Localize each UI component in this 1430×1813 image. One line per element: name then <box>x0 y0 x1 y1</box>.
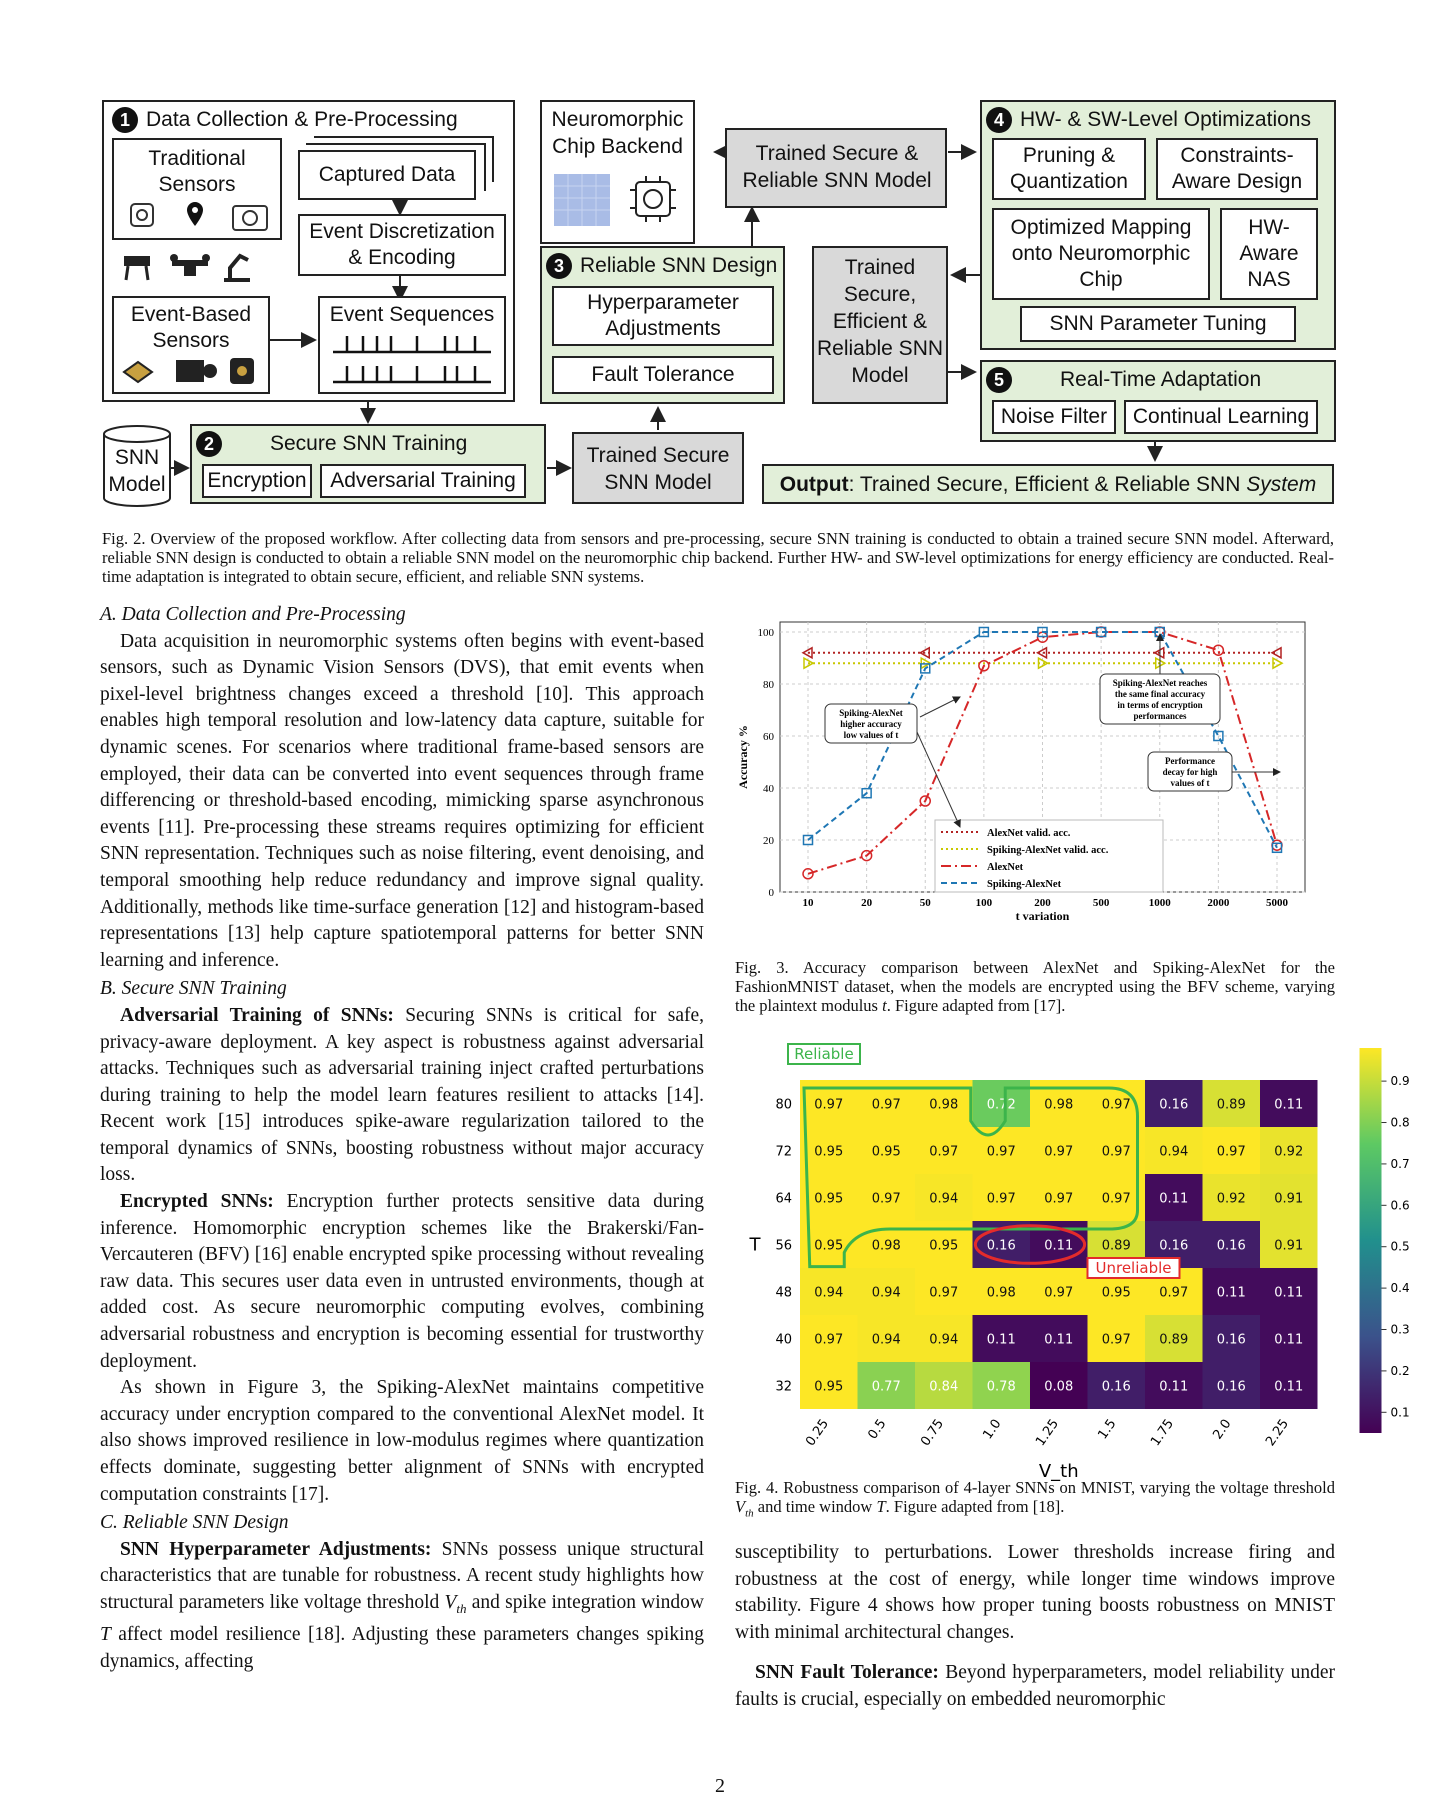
colorbar-tick-label: 0.6 <box>1390 1198 1410 1213</box>
cell-value: 0.97 <box>1101 1191 1131 1207</box>
block3-title: 3 Reliable SNN Design <box>546 252 781 279</box>
y-tick-label: 32 <box>775 1379 792 1395</box>
cell-value: 0.94 <box>929 1332 959 1348</box>
adversarial-training-box: Adversarial Training <box>320 464 526 498</box>
y-tick-label: 48 <box>775 1285 792 1301</box>
cell-value: 0.94 <box>871 1332 901 1348</box>
cell-value: 0.94 <box>871 1285 901 1301</box>
figure-2-caption: Fig. 2. Overview of the proposed workflow. After collecting data from sensors and pre-processing, secure SNN training is conducted to obtain a trained secure SNN model. Afterward, reliable SNN design is conducted to obtain a reliable SNN model on the neuromorphic chip backend. Further HW- and SW-level optimizations for energy efficiency are conducted. Real-time adaptation is integrated to obtain secure, efficient, and reliable SNN systems. <box>102 529 1334 586</box>
snn-model-label: SNN Model <box>108 446 166 496</box>
cell-value: 0.98 <box>986 1285 1016 1301</box>
captured-data-box: Captured Data <box>298 150 476 200</box>
block-reliable-snn-design <box>540 246 785 404</box>
block2-title: 2 Secure SNN Training <box>196 430 544 457</box>
cell-value: 0.97 <box>1101 1097 1131 1113</box>
section-c-paragraph: SNN Hyperparameter Adjustments: SNNs possess unique structural characteristics that are tunable for robustness. A recent study highlights how structural parameters like voltage threshold $V_{th}$ and spike integration window T affect model resilience [18]. Adjusting these parameters changes spiking dynamics, affecting <box>100 1538 705 1673</box>
y-tick-label: 80 <box>763 679 774 691</box>
event-camera-icon <box>116 354 266 388</box>
figure-3-chart <box>735 610 1335 940</box>
trained-secure-model: Trained Secure SNN Model <box>572 432 744 504</box>
colorbar-tick-label: 0.5 <box>1390 1239 1410 1254</box>
x-tick-label: 2000 <box>1207 897 1230 909</box>
trained-secure-reliable-model: Trained Secure & Reliable SNN Model <box>725 128 947 208</box>
cell-value: 0.97 <box>1101 1144 1131 1160</box>
cell-value: 0.91 <box>1274 1238 1304 1254</box>
output-box <box>762 464 1334 504</box>
colorbar-tick-label: 0.7 <box>1390 1156 1410 1171</box>
cell-value: 0.92 <box>1216 1191 1246 1207</box>
cell-value: 0.97 <box>1216 1144 1246 1160</box>
section-a-heading: A. Data Collection and Pre-Processing <box>100 604 406 625</box>
annotation-0 <box>825 704 917 743</box>
cell-value: 0.97 <box>871 1191 901 1207</box>
cell-value: 0.84 <box>929 1379 959 1395</box>
x-tick-label: 1.5 <box>1095 1416 1120 1443</box>
cell-value: 0.16 <box>1216 1238 1246 1254</box>
encryption-box: Encryption <box>202 464 312 498</box>
event-discretization-box: Event Discretization & Encoding <box>298 214 506 276</box>
cell-value: 0.11 <box>1044 1332 1074 1348</box>
right-column <box>735 1540 1335 1714</box>
y-tick-label: 40 <box>775 1332 792 1348</box>
cell-value: 0.95 <box>929 1238 959 1254</box>
legend-label: AlexNet <box>987 862 1024 873</box>
x-tick-label: 100 <box>975 897 993 909</box>
section-b-paragraph-2: Encrypted SNNs: Encryption further protects sensitive data during inference. Homomorphic encryption schemes like the Brakerski/Fan-Vercauteren (BFV) [16] enable encrypted spike processing without revealing raw data. This secures user data even in untrusted environments, though at added cost. As secure neuromorphic computing evolves, combining adversarial robustness and encryption is becoming essential for trustworthy deployment. <box>100 1191 704 1372</box>
annotation-text: Performance <box>1165 756 1215 766</box>
cell-value: 0.98 <box>929 1097 959 1113</box>
y-tick-label: 20 <box>763 835 774 847</box>
y-tick-label: 60 <box>763 731 774 743</box>
x-tick-label: 0.75 <box>918 1416 948 1450</box>
cell-value: 0.97 <box>929 1144 959 1160</box>
tuning-box: SNN Parameter Tuning <box>1020 306 1296 342</box>
cell-value: 0.11 <box>986 1332 1016 1348</box>
block-hw-sw-optimizations <box>980 100 1336 350</box>
traditional-sensors-box: Traditional Sensors <box>112 138 282 240</box>
right-paragraph-1: susceptibility to perturbations. Lower thresholds increase firing and robustness at the cost of energy, while longer time windows improve stability. Figure 4 shows how proper tuning boosts robustness on MNIST with minimal architectural changes. <box>735 1542 1335 1643</box>
section-b-heading: B. Secure SNN Training <box>100 978 287 1000</box>
noise-filter-box: Noise Filter <box>992 400 1116 434</box>
cell-value: 0.98 <box>1044 1097 1074 1113</box>
cell-value: 0.97 <box>986 1144 1016 1160</box>
cell-value: 0.11 <box>1159 1191 1189 1207</box>
cell-value: 0.94 <box>1159 1144 1189 1160</box>
annotation-text: low values of t <box>843 730 899 740</box>
cell-value: 0.77 <box>871 1379 901 1395</box>
cell-value: 0.16 <box>1216 1379 1246 1395</box>
event-sequences-box: Event Sequences <box>318 296 506 394</box>
reliable-label <box>788 1044 860 1064</box>
cell-value: 0.97 <box>986 1191 1016 1207</box>
annotation-text: values of t <box>1170 778 1210 788</box>
left-column <box>100 602 704 1676</box>
legend-label: Spiking-AlexNet <box>987 879 1062 890</box>
annotation-text: decay for high <box>1162 767 1218 777</box>
figure-3-caption: Fig. 3. Accuracy comparison between AlexNet and Spiking-AlexNet for the FashionMNIST dataset, when the models are encrypted using the BFV scheme, varying the plaintext modulus t. Figure adapted from [17]. <box>735 958 1335 1015</box>
mapping-box: Optimized Mapping onto Neuromorphic Chip <box>992 208 1210 300</box>
cell-value: 0.11 <box>1274 1332 1304 1348</box>
cell-value: 0.11 <box>1216 1285 1246 1301</box>
cell-value: 0.16 <box>1159 1238 1189 1254</box>
annotation-text: performances <box>1133 711 1187 721</box>
x-tick-label: 0.5 <box>865 1416 890 1443</box>
y-tick-label: 64 <box>775 1191 792 1207</box>
cell-value: 0.89 <box>1159 1332 1189 1348</box>
colorbar-tick-label: 0.9 <box>1390 1074 1410 1089</box>
nas-box: HW-Aware NAS <box>1220 208 1318 300</box>
fault-tolerance-box: Fault Tolerance <box>552 356 774 394</box>
cell-value: 0.98 <box>871 1238 901 1254</box>
x-tick-label: 1.0 <box>980 1416 1005 1443</box>
annotation-text: Spiking-AlexNet <box>839 708 903 718</box>
cell-value: 0.97 <box>1101 1332 1131 1348</box>
x-tick-label: 1.25 <box>1033 1416 1063 1450</box>
spike-train-icon <box>327 328 497 388</box>
block-secure-snn-training <box>190 424 546 504</box>
colorbar <box>1360 1048 1382 1433</box>
section-b-paragraph-3: As shown in Figure 3, the Spiking-AlexNet maintains competitive accuracy under encryption compared to the conventional AlexNet model. It also shows improved resilience in low-modulus regimes where quantization effects dominate, suggesting better alignment of SNNs with encrypted computation constraints [17]. <box>100 1377 704 1505</box>
y-tick-label: 80 <box>775 1097 792 1113</box>
annotation-text: higher accuracy <box>840 719 902 729</box>
y-tick-label: 100 <box>757 627 774 639</box>
cell-value: 0.16 <box>1216 1332 1246 1348</box>
cell-value: 0.11 <box>1159 1379 1189 1395</box>
block5-title: 5 Real-Time Adaptation <box>986 366 1334 393</box>
cell-value: 0.95 <box>871 1144 901 1160</box>
x-tick-label: 50 <box>919 897 931 909</box>
annotation-text: Spiking-AlexNet reaches <box>1112 678 1208 688</box>
cell-value: 0.11 <box>1274 1379 1304 1395</box>
x-tick-label: 10 <box>802 897 814 909</box>
cell-value: 0.97 <box>1044 1285 1074 1301</box>
cell-value: 0.95 <box>814 1238 844 1254</box>
x-tick-label: 2.0 <box>1210 1416 1235 1443</box>
colorbar-tick-label: 0.8 <box>1390 1115 1410 1130</box>
legend <box>935 820 1163 892</box>
trained-secure-efficient-model: Trained Secure, Efficient & Reliable SNN Model <box>812 246 948 404</box>
cell-value: 0.95 <box>814 1144 844 1160</box>
x-axis-label: V_th <box>1038 1461 1079 1482</box>
cell-value: 0.95 <box>814 1191 844 1207</box>
cell-value: 0.97 <box>929 1285 959 1301</box>
y-tick-label: 40 <box>763 783 774 795</box>
cell-value: 0.78 <box>986 1379 1016 1395</box>
x-tick-label: 200 <box>1034 897 1051 909</box>
cell-value: 0.97 <box>1044 1191 1074 1207</box>
annotation-text: in terms of encryption <box>1117 700 1203 710</box>
section-b-paragraph-1: Adversarial Training of SNNs: Securing SNNs is critical for safe, privacy-aware deployment. A key aspect is robustness against adversarial attacks. Techniques such as adversarial training inject crafted perturbations during training to help the model learn features resilient to attacks [14]. Recent work [15] introduces spike-aware regularization tailored to the temporal dynamics of SNNs, boosting robustness without major accuracy loss. <box>100 1004 704 1186</box>
x-tick-label: 20 <box>861 897 873 909</box>
annotation-2 <box>1148 752 1232 791</box>
y-tick-label: 72 <box>775 1144 792 1160</box>
cell-value: 0.97 <box>871 1097 901 1113</box>
step-1-badge: 1 <box>112 107 138 133</box>
unreliable-label-text: Unreliable <box>1095 1259 1172 1277</box>
cell-value: 0.92 <box>1274 1144 1304 1160</box>
cell-value: 0.89 <box>1216 1097 1246 1113</box>
block-real-time-adaptation <box>980 360 1336 442</box>
legend-label: AlexNet valid. acc. <box>987 828 1071 839</box>
chip-icon <box>550 168 690 232</box>
x-tick-label: 1.75 <box>1148 1416 1178 1450</box>
annotation-1 <box>1100 674 1220 724</box>
figure-4-caption: Fig. 4. Robustness comparison of 4-layer SNNs on MNIST, varying the voltage threshold $V_{th}$ and time window T. Figure adapted from [18]. <box>735 1478 1335 1520</box>
cell-value: 0.95 <box>814 1379 844 1395</box>
output-label: Output: Trained Secure, Efficient & Reliable SNN System <box>779 473 1317 496</box>
cell-value: 0.95 <box>1101 1285 1131 1301</box>
cell-value: 0.94 <box>814 1285 844 1301</box>
block1-title: 1 Data Collection & Pre-Processing <box>112 106 512 133</box>
y-tick-label: 0 <box>768 887 774 899</box>
colorbar-tick-label: 0.3 <box>1390 1322 1410 1337</box>
y-tick-label: 56 <box>775 1238 792 1254</box>
cell-value: 0.11 <box>1274 1097 1304 1113</box>
cell-value: 0.08 <box>1044 1379 1074 1395</box>
cell-value: 0.97 <box>814 1097 844 1113</box>
cell-value: 0.11 <box>1274 1285 1304 1301</box>
x-tick-label: 1000 <box>1148 897 1171 909</box>
y-axis-label: Accuracy % <box>736 725 750 789</box>
x-tick-label: 500 <box>1092 897 1110 909</box>
cell-value: 0.16 <box>986 1238 1016 1254</box>
cell-value: 0.97 <box>814 1332 844 1348</box>
figure-4-heatmap <box>735 1040 1410 1482</box>
cell-value: 0.91 <box>1274 1191 1304 1207</box>
block4-title: 4 HW- & SW-Level Optimizations <box>986 106 1334 133</box>
robot-icons <box>120 246 260 286</box>
pruning-box: Pruning & Quantization <box>992 138 1146 200</box>
camera-icon <box>117 198 277 238</box>
cell-value: 0.97 <box>1159 1285 1189 1301</box>
unreliable-label <box>1088 1258 1180 1278</box>
y-axis-label: T <box>749 1234 761 1256</box>
section-c-heading: C. Reliable SNN Design <box>100 1512 289 1534</box>
cell-value: 0.97 <box>1044 1144 1074 1160</box>
neuromorphic-chip-backend: Neuromorphic Chip Backend <box>540 100 695 244</box>
cell-value: 0.16 <box>1101 1379 1131 1395</box>
hyperparameter-box: Hyperparameter Adjustments <box>552 286 774 346</box>
annotation-text: the same final accuracy <box>1114 689 1206 699</box>
cell-value: 0.16 <box>1159 1097 1189 1113</box>
event-based-sensors-box: Event-Based Sensors <box>112 296 270 394</box>
legend-label: Spiking-AlexNet valid. acc. <box>987 845 1109 856</box>
x-axis-label: t variation <box>1015 909 1070 923</box>
colorbar-tick-label: 0.1 <box>1390 1405 1410 1420</box>
constraints-box: Constraints-Aware Design <box>1156 138 1318 200</box>
page-number: 2 <box>715 1775 725 1797</box>
colorbar-tick-label: 0.2 <box>1390 1363 1410 1378</box>
cell-value: 0.89 <box>1101 1238 1131 1254</box>
x-tick-label: 0.25 <box>803 1416 833 1450</box>
right-paragraph-2: SNN Fault Tolerance: Beyond hyperparameters, model reliability under faults is crucial, especially on embedded neuromorphic <box>735 1662 1335 1710</box>
x-tick-label: 2.25 <box>1263 1416 1293 1450</box>
cell-value: 0.11 <box>1044 1238 1074 1254</box>
x-tick-label: 5000 <box>1266 897 1288 909</box>
cell-value: 0.94 <box>929 1191 959 1207</box>
section-a-paragraph: Data acquisition in neuromorphic systems often begins with event-based sensors, such as Dynamic Vision Sensors (DVS), that emit events when pixel-level brightness changes exceed a threshold [10]. This approach enables high temporal resolution and low-latency data capture, suitable for dynamic scenes. For scenarios where traditional frame-based sensors are employed, their data can be converted into event sequences through frame differencing or threshold-based encoding, mimicking sparse asynchronous events [11]. Pre-processing these streams requires optimizing for efficient SNN representation. Techniques such as noise filtering, event denoising, and temporal smoothing help reduce redundancy and improve signal quality. Additionally, methods like time-surface generation [12] and histogram-based representations [13] help capture spatiotemporal patterns for better SNN learning and inference. <box>100 630 704 971</box>
continual-learning-box: Continual Learning <box>1124 400 1318 434</box>
cell-value: 0.72 <box>986 1097 1016 1113</box>
colorbar-tick-label: 0.4 <box>1390 1281 1410 1296</box>
reliable-label-text: Reliable <box>794 1045 854 1063</box>
